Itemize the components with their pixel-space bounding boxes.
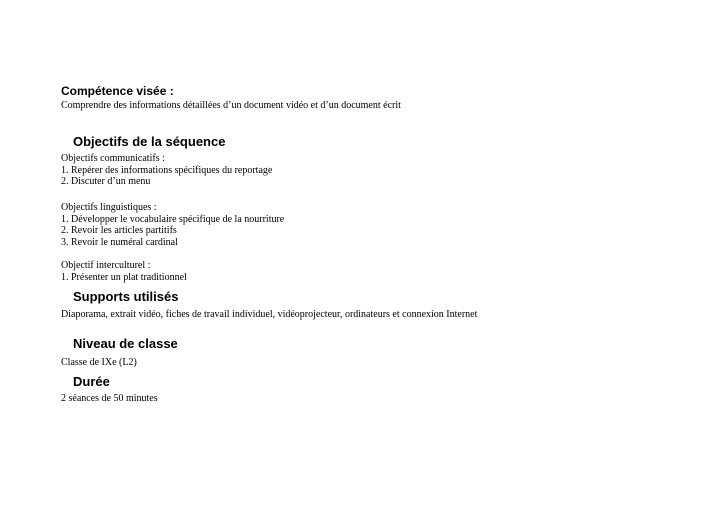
objectifs-communicatifs-title: Objectifs communicatifs : [61, 153, 165, 164]
supports-heading: Supports utilisés [73, 289, 179, 304]
objectif-interculturel [61, 260, 187, 283]
competence-heading: Compétence visée : [61, 84, 174, 98]
objectifs-linguistiques [61, 202, 284, 248]
objectifs-heading: Objectifs de la séquence [73, 134, 226, 149]
objectif-interculturel-item: 1. Présenter un plat traditionnel [61, 271, 187, 283]
niveau-heading: Niveau de classe [73, 336, 178, 351]
supports-text: Diaporama, extrait vidéo, fiches de travail individuel, vidéoprojecteur, ordinateurs et connexion Internet [61, 309, 478, 320]
objectifs-linguistiques-title: Objectifs linguistiques : [61, 202, 157, 213]
duree-heading: Durée [73, 374, 110, 389]
duree-text: 2 séances de 50 minutes [61, 393, 158, 404]
niveau-text: Classe de IXe (L2) [61, 357, 137, 368]
objectifs-communicatifs-item: 1. Repérer des informations spécifiques du reportage [61, 164, 273, 176]
objectifs-communicatifs-item: 2. Discuter d’un menu [61, 176, 151, 188]
objectif-interculturel-title: Objectif interculturel : [61, 260, 151, 271]
objectifs-linguistiques-item: 3. Revoir le numéral cardinal [61, 236, 178, 248]
competence-text: Comprendre des informations détaillées d’un document vidéo et d’un document écrit [61, 100, 401, 111]
objectifs-linguistiques-item: 2. Revoir les articles partitifs [61, 225, 177, 237]
objectifs-linguistiques-item: 1. Développer le vocabulaire spécifique de la nourriture [61, 213, 285, 225]
objectifs-communicatifs [61, 153, 272, 188]
